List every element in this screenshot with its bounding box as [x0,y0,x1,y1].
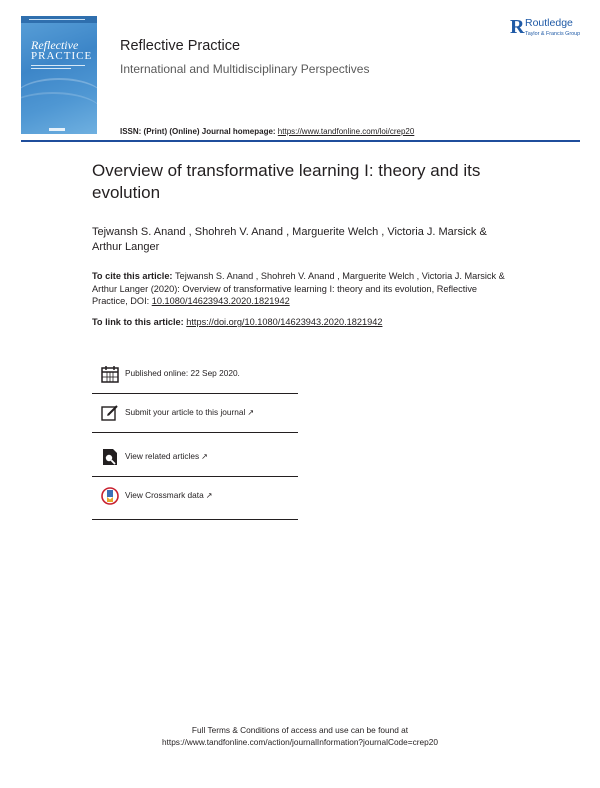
issn-prefix: ISSN: (Print) (Online) Journal homepage: [120,127,278,136]
publisher-tagline: Taylor & Francis Group [525,31,581,37]
cover-rule [31,65,85,66]
related-articles-link[interactable] [125,451,208,461]
row-divider [92,393,298,394]
journal-homepage-link[interactable]: https://www.tandfonline.com/loi/crep20 [277,127,415,136]
published-online-row [92,360,302,388]
edit-icon [100,403,120,423]
article-authors: Tejwansh S. Anand , Shohreh V. Anand , Marguerite Welch , Victoria J. Marsick & Arthur Langer [92,226,487,253]
cover-title-line1: Reflective [31,38,79,52]
journal-cover-image [21,16,97,134]
routledge-r-icon: R [510,16,525,38]
submit-article-label: Submit your article to this journal [125,407,246,417]
footer-terms-link[interactable]: https://www.tandfonline.com/action/journalInformation?journalCode=crep20 [161,737,439,747]
row-divider [92,519,298,520]
cover-title-line2: PRACTICE [31,50,93,62]
cover-rule [31,68,71,69]
citation-label: To cite this article: [92,271,176,281]
citation-block [92,270,512,308]
journal-subtitle: International and Multidisciplinary Perspectives [120,62,370,76]
citation-text: Tejwansh S. Anand , Shohreh V. Anand , Marguerite Welch , Victoria J. Marsick & Arthur Langer (2020): Overview of transformative learning I: theory and its evolution, Reflective Practice, DOI: [92,271,505,306]
article-link-block [92,316,522,328]
related-articles-label: View related articles [125,451,200,461]
publisher-name: Routledge [525,17,573,29]
calendar-icon [100,364,120,384]
article-doi-url[interactable]: https://doi.org/10.1080/14623943.2020.1821942 [186,317,383,327]
crossmark-icon [100,486,120,506]
routledge-logo [510,14,586,44]
external-link-icon: ↗ [247,408,255,417]
crossmark-row[interactable] [92,482,302,510]
submit-article-row[interactable] [92,399,302,427]
journal-title: Reflective Practice [120,38,241,54]
submit-article-link[interactable] [125,407,254,417]
row-divider [92,476,298,477]
footer-terms: Full Terms & Conditions of access and use can be found at [191,725,409,735]
link-label: To link to this article: [92,317,187,327]
cover-top-strip [21,16,97,23]
related-articles-row[interactable] [92,443,302,471]
article-title: Overview of transformative learning I: theory and its evolution [92,161,481,202]
external-link-icon: ↗ [201,452,208,461]
published-online-text: Published online: 22 Sep 2020. [125,368,240,378]
header-divider [21,140,580,142]
crossmark-label: View Crossmark data [125,490,204,500]
row-divider [92,432,298,433]
doi-link[interactable]: 10.1080/14623943.2020.1821942 [151,296,290,306]
external-link-icon: ↗ [205,491,213,500]
cover-publisher-mark [49,128,65,131]
search-document-icon [100,447,120,467]
issn-line [120,127,414,136]
crossmark-link[interactable] [125,490,212,500]
